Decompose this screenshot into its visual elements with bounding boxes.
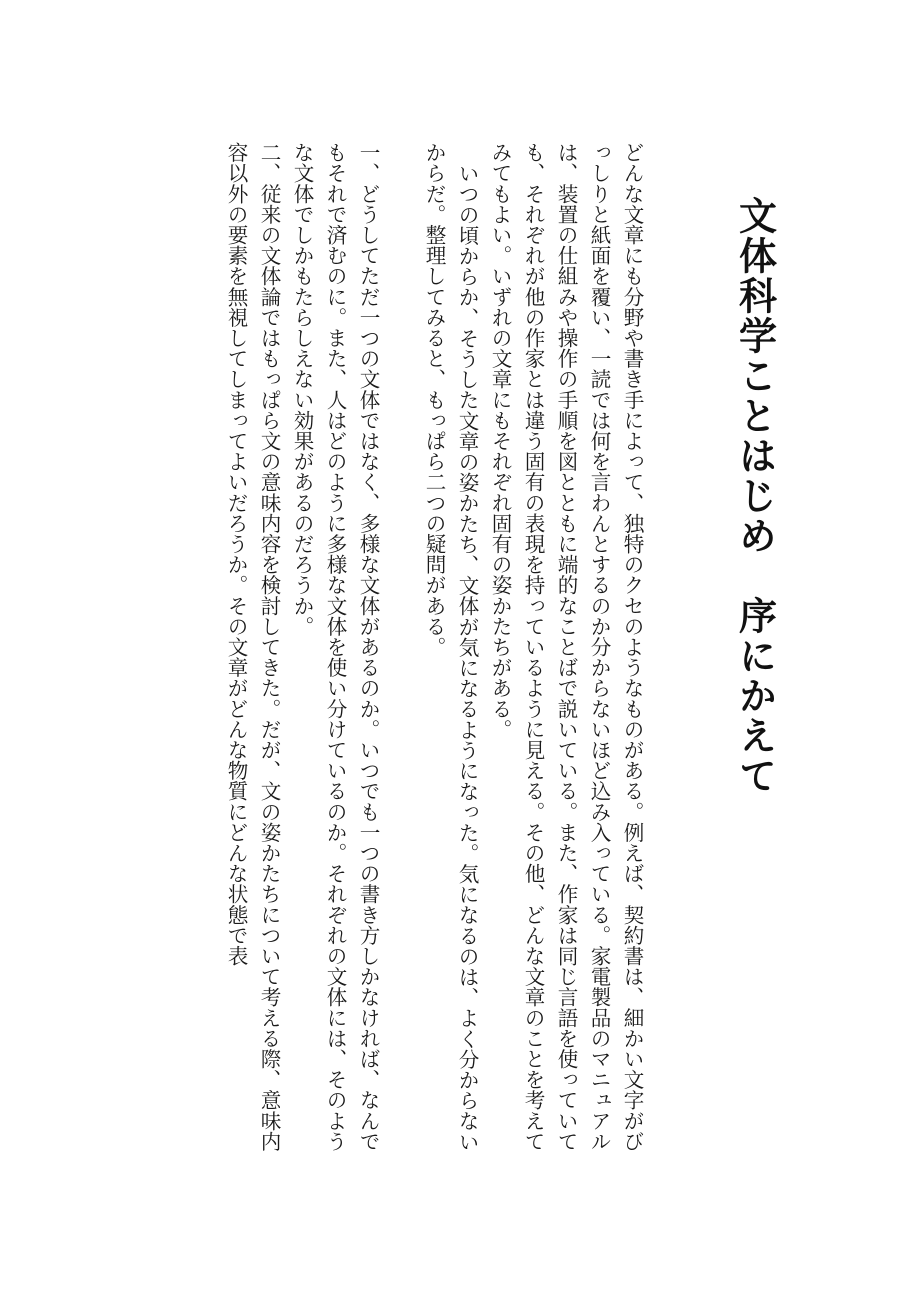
paragraph-2: いつの頃からか、そうした文章の姿かたち、文体が気になるようになった。気になるのは、よく分からないからだ。整理してみると、もっぱら二つの疑問がある。 (422, 142, 479, 1152)
paragraph-4: 二、従来の文体論ではもっぱら文の意味内容を検討してきた。だが、文の姿かたちについて考える際、意味内容以外の要素を無視してしまってよいだろうか。その文章がどんな物質にどんな状態で表 (224, 142, 281, 1152)
blank-line (384, 142, 417, 1162)
chapter-title: 文体科学ことはじめ 序にかえて (732, 196, 778, 796)
paragraph-3: 一、どうしてただ一つの文体ではなく、多様な文体があるのか。いつでも一つの書き方しかなければ、なんでもそれで済むのに。また、人はどのように多様な文体を使い分けているのか。それぞれの文体には、そのような文体でしかもたらしえない効果があるのだろうか。 (290, 142, 380, 1152)
body-text (219, 142, 648, 1162)
paragraph-1: どんな文章にも分野や書き手によって、独特のクセのようなものがある。例えば、契約書は、細かい文字がびっしりと紙面を覆い、一読では何を言わんとするのか分からないほど込み入っている。家電製品のマニュアルは、装置の仕組みや操作の手順を図とともに端的なことばで説いている。また、作家は同じ言語を使っていても、それぞれが他の作家とは違う固有の表現を持っているように見える。その他、どんな文章のことを考えてみてもよい。いずれの文章にもそれぞれ固有の姿かたちがある。 (488, 142, 644, 1152)
